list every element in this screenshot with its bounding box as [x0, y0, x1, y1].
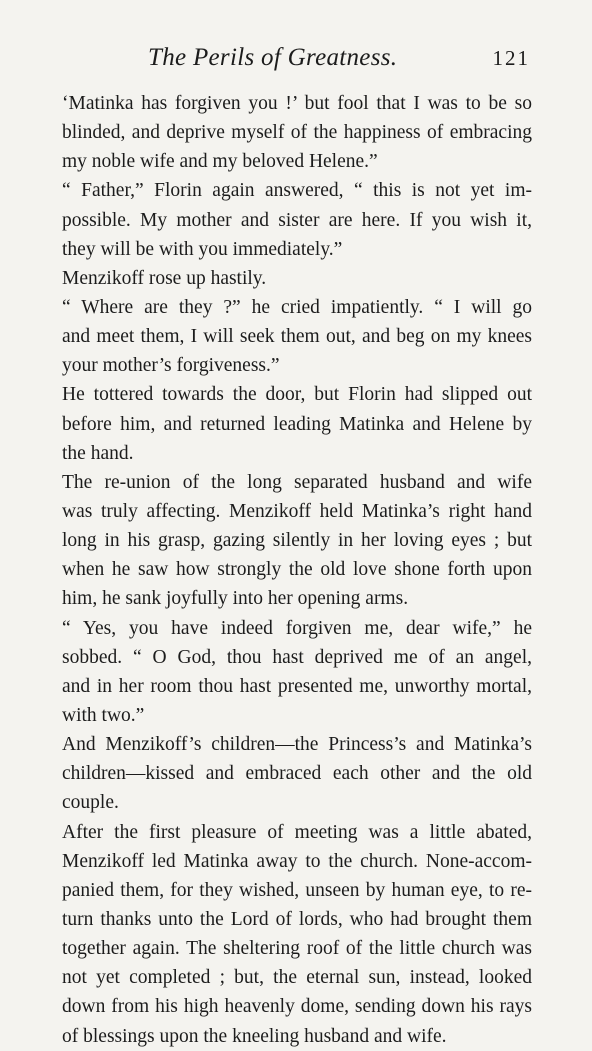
paragraph: [62, 818, 532, 1051]
text-line: Menzikoff led Matinka away to the church. None‑accom-: [62, 850, 532, 872]
paragraph: [62, 730, 532, 817]
text-line: was truly affecting. Menzikoff held Matinka’s right hand: [62, 500, 532, 522]
text-line: they will be with you immediately.”: [62, 238, 343, 260]
text-line: “ Where are they ?” he cried impatiently. “ I will go: [62, 296, 532, 318]
text-line: The re-union of the long separated husband and wife: [62, 471, 532, 493]
text-line: He tottered towards the door, but Florin had slipped out: [62, 384, 532, 406]
text-line: long in his grasp, gazing silently in her loving eyes ; but: [62, 530, 532, 552]
text-line: your mother’s forgiveness.”: [62, 355, 280, 377]
text-line: with two.”: [62, 704, 145, 726]
text-line: After the first pleasure of meeting was a little abated,: [62, 821, 532, 843]
page-number: 121: [492, 46, 530, 70]
text-line: Menzikoff rose up hastily.: [62, 267, 267, 289]
text-line: ‘Matinka has forgiven you !’ but fool that I was to be so: [62, 93, 532, 114]
paragraph: [62, 89, 532, 176]
text-line: and in her room thou hast presented me, unworthy mortal,: [62, 675, 532, 697]
text-line: children—kissed and embraced each other and the old: [62, 763, 532, 785]
text-line: him, he sank joyfully into her opening arms.: [62, 588, 409, 610]
text-line: panied them, for they wished, unseen by human eye, to re-: [62, 879, 532, 901]
text-line: blinded, and deprive myself of the happiness of embracing: [62, 122, 532, 144]
text-line: not yet completed ; but, the eternal sun, instead, looked: [62, 967, 532, 989]
text-line: couple.: [62, 792, 119, 814]
paragraph: [62, 264, 532, 293]
text-line: when he saw how strongly the old love shone forth upon: [62, 559, 532, 581]
running-head: [62, 44, 532, 80]
paragraph: [62, 293, 532, 380]
text-line: my noble wife and my beloved Helene.”: [62, 151, 378, 173]
text-line: before him, and returned leading Matinka and Helene by: [62, 413, 532, 435]
text-line: “ Yes, you have indeed forgiven me, dear wife,” he: [62, 617, 532, 639]
text-body: [62, 89, 532, 1051]
text-line: together again. The sheltering roof of the little church was: [62, 938, 532, 960]
text-line: down from his high heavenly dome, sending down his rays: [62, 996, 532, 1018]
text-line: of blessings upon the kneeling husband and wife.: [62, 1025, 447, 1047]
text-line: and meet them, I will seek them out, and beg on my knees: [62, 326, 532, 348]
text-line: “ Father,” Florin again answered, “ this is not yet im-: [62, 180, 532, 202]
text-line: sobbed. “ O God, thou hast deprived me of an angel,: [62, 646, 532, 668]
text-line: the hand.: [62, 442, 134, 464]
text-line: turn thanks unto the Lord of lords, who had brought them: [62, 908, 532, 930]
text-line: possible. My mother and sister are here. If you wish it,: [62, 209, 532, 231]
paragraph: [62, 614, 532, 731]
paragraph: [62, 468, 532, 614]
text-line: And Menzikoff’s children—the Princess’s and Matinka’s: [62, 734, 532, 756]
paragraph: [62, 380, 532, 467]
paragraph: [62, 176, 532, 263]
running-title: The Perils of Greatness.: [148, 44, 398, 71]
